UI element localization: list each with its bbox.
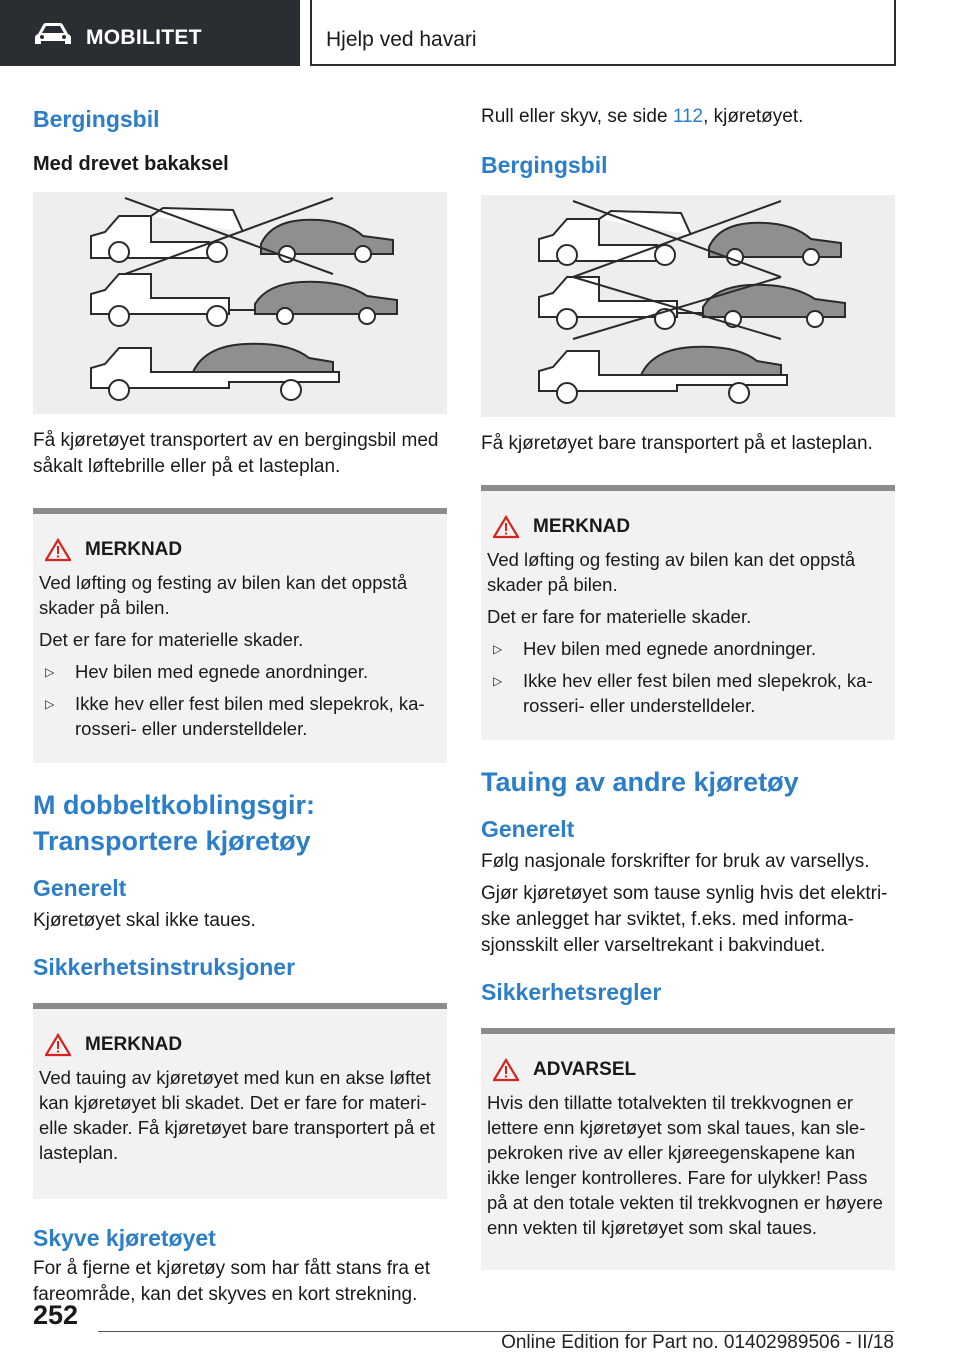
- notice-box: [33, 1003, 447, 1199]
- heading-tow-truck: Bergingsbil: [33, 106, 160, 132]
- page-number: 252: [33, 1300, 79, 1330]
- heading-m-dct: M dobbeltkoblingsgir: Transportere kjøretøy: [33, 790, 315, 856]
- roll-text: Rull eller skyv, se side 112, kjøretøyet.: [481, 106, 804, 127]
- list-item: ▷ Hev bilen med egnede anordninger.: [45, 659, 441, 685]
- heading-general: Generelt: [481, 816, 575, 842]
- car-icon: [34, 22, 72, 46]
- section-label: MOBILITET: [86, 26, 202, 49]
- section-header: [0, 0, 300, 66]
- notice-text: Hvis den tillatte totalvekten til trekkvognen er lettere enn kjøretøyet som skal taues, kan slepekroken rive av eller kjøreegenskapene kan ikke lenger kontrolleres. Fare for ulykker! Pass på at den totale vekten til trekkvognen er høyere enn vekten til kjøretøyet som skal taues.: [487, 1092, 883, 1238]
- heading-tow-truck: Bergingsbil: [481, 152, 608, 178]
- notice-text: Ved løfting og festing av bilen kan det oppstå skader på bilen.: [39, 572, 408, 618]
- warning-box: [481, 1028, 895, 1270]
- general-text: Følg nasjonale forskrifter for bruk av varsellys.: [481, 851, 870, 872]
- triangle-bullet-icon: ▷: [45, 665, 55, 679]
- push-text: For å fjerne et kjøretøy som har fått stans fra et fareområde, kan det skyves en kort strekning.: [33, 1258, 431, 1305]
- chapter-title: Hjelp ved havari: [326, 28, 477, 51]
- notice-text: Det er fare for materielle skader.: [39, 629, 304, 650]
- warning-triangle-icon: [45, 538, 71, 562]
- notice-text: Det er fare for materielle skader.: [487, 606, 752, 627]
- heading-safety-rules: Sikkerhetsregler: [481, 979, 662, 1005]
- notice-title: ADVARSEL: [533, 1059, 637, 1080]
- notice-box: [33, 508, 447, 763]
- general-text: Gjør kjøretøyet som tause synlig hvis det elektriske anlegget har sviktet, f.eks. med informasjonsskilt eller varseltrekant i bakvinduet.: [481, 883, 888, 956]
- heading-towing-other-vehicles: Tauing av andre kjøretøy: [481, 767, 799, 797]
- notice-text: Ved løfting og festing av bilen kan det oppstå skader på bilen.: [487, 549, 856, 595]
- right-column: [481, 96, 895, 1270]
- notice-text: Ved tauing av kjøretøyet med kun en akse løftet kan kjøretøyet bli skadet. Det er fare for materielle skader. Få kjøretøyet bare transportert på et lasteplan.: [39, 1067, 435, 1163]
- left-column: [33, 96, 447, 1308]
- triangle-bullet-icon: ▷: [493, 642, 503, 656]
- triangle-bullet-icon: ▷: [493, 674, 503, 688]
- heading-general: Generelt: [33, 875, 127, 901]
- tow-illustration-flatbed-only: [481, 195, 895, 417]
- caption-rear-drive: Få kjøretøyet transportert av en bergingsbil med såkalt løftebrille eller på et lasteplan.: [33, 430, 439, 477]
- list-item: ▷ Ikke hev eller fest bilen med slepekrok, karosseri- eller understelldeler.: [45, 693, 425, 739]
- triangle-bullet-icon: ▷: [45, 697, 55, 711]
- warning-triangle-icon: [45, 1033, 71, 1057]
- tow-illustration-rear-drive: [33, 192, 447, 414]
- notice-title: MERKNAD: [85, 539, 183, 560]
- page-link[interactable]: 112: [672, 106, 704, 127]
- warning-triangle-icon: [493, 1058, 519, 1082]
- warning-triangle-icon: [493, 515, 519, 539]
- general-text: Kjøretøyet skal ikke taues.: [33, 910, 256, 931]
- notice-title: MERKNAD: [85, 1034, 183, 1055]
- caption-flatbed: Få kjøretøyet bare transportert på et lasteplan.: [481, 433, 873, 454]
- heading-push-vehicle: Skyve kjøretøyet: [33, 1225, 216, 1251]
- heading-safety-instructions: Sikkerhetsinstruksjoner: [33, 954, 296, 980]
- notice-title: MERKNAD: [533, 516, 631, 537]
- edition-info: Online Edition for Part no. 01402989506 - II/18: [501, 1332, 894, 1353]
- subheading-rear-drive: Med drevet bakaksel: [33, 153, 229, 175]
- notice-box: [481, 485, 895, 740]
- list-item: ▷ Hev bilen med egnede anordninger.: [493, 636, 889, 662]
- list-item: ▷ Ikke hev eller fest bilen med slepekrok, karosseri- eller understelldeler.: [493, 670, 873, 716]
